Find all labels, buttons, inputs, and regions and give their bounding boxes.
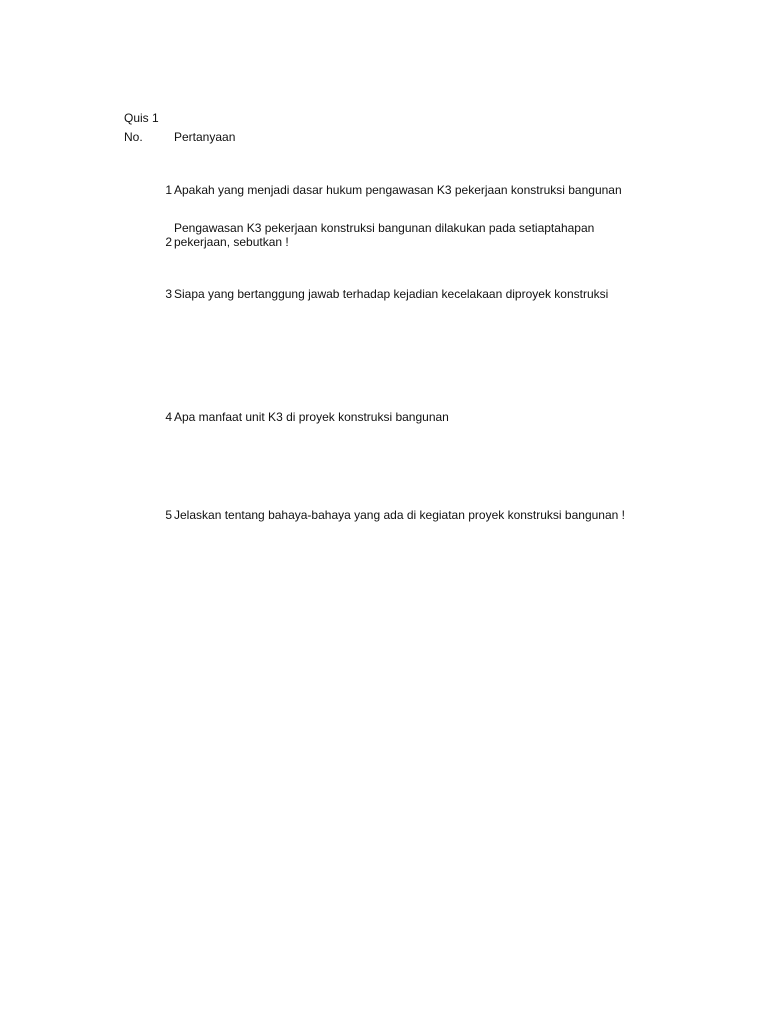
question-text: Apakah yang menjadi dasar hukum pengawasan K3 pekerjaan konstruksi bangunan: [174, 183, 622, 197]
question-text-line-2: pekerjaan, sebutkan !: [174, 235, 289, 249]
question-number: 3: [165, 287, 172, 301]
question-number: 2: [165, 235, 172, 249]
column-header-question: Pertanyaan: [174, 130, 236, 144]
question-text-line-1: Pengawasan K3 pekerjaan konstruksi bangunan dilakukan pada setiaptahapan: [174, 221, 595, 235]
question-number: 4: [165, 410, 172, 424]
column-header-number: No.: [124, 130, 143, 144]
question-text: Jelaskan tentang bahaya-bahaya yang ada di kegiatan proyek konstruksi bangunan !: [174, 508, 625, 522]
question-text: Apa manfaat unit K3 di proyek konstruksi bangunan: [174, 410, 449, 424]
question-number: 5: [165, 508, 172, 522]
question-number: 1: [165, 183, 172, 197]
document-title: Quis 1: [124, 111, 159, 125]
question-text: Siapa yang bertanggung jawab terhadap kejadian kecelakaan diproyek konstruksi: [174, 287, 609, 301]
